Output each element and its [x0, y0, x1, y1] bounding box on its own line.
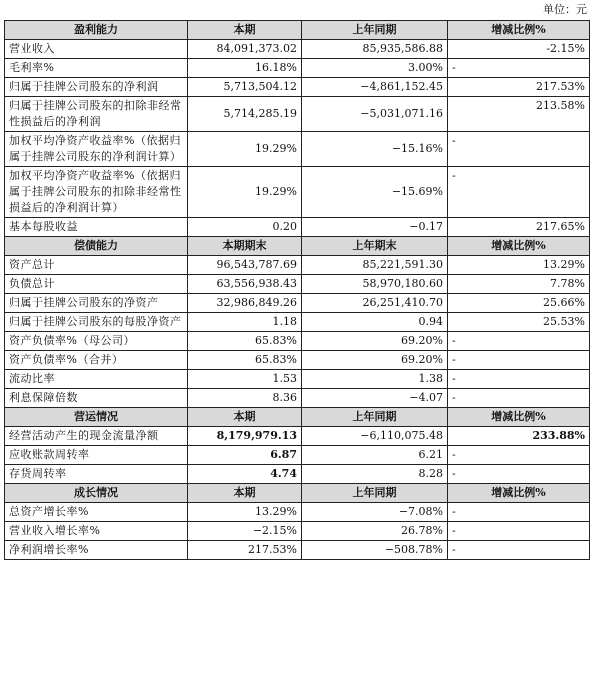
header-cell: 增减比例% [448, 21, 590, 40]
prior-value: 26,251,410.70 [302, 294, 448, 313]
current-value: 16.18% [188, 59, 302, 78]
current-value: 65.83% [188, 332, 302, 351]
section-header-operations [5, 408, 590, 427]
row-label: 存货周转率 [5, 465, 188, 484]
prior-value: −15.16% [302, 132, 448, 167]
table-row [5, 313, 590, 332]
change-ratio: 217.53% [448, 78, 590, 97]
section-header-solvency [5, 237, 590, 256]
change-ratio: - [448, 522, 590, 541]
table-row [5, 389, 590, 408]
prior-value: 58,970,180.60 [302, 275, 448, 294]
change-ratio: 217.65% [448, 218, 590, 237]
current-value: 84,091,373.02 [188, 40, 302, 59]
header-cell: 上年期末 [302, 237, 448, 256]
table-row [5, 78, 590, 97]
row-label: 归属于挂牌公司股东的扣除非经常性损益后的净利润 [5, 97, 188, 132]
header-cell: 本期期末 [188, 237, 302, 256]
prior-value: −6,110,075.48 [302, 427, 448, 446]
row-label: 利息保障倍数 [5, 389, 188, 408]
change-ratio: - [448, 446, 590, 465]
row-label: 流动比率 [5, 370, 188, 389]
prior-value: −15.69% [302, 167, 448, 218]
row-label: 资产负债率%（合并） [5, 351, 188, 370]
header-cell: 增减比例% [448, 484, 590, 503]
row-label: 归属于挂牌公司股东的净资产 [5, 294, 188, 313]
prior-value: 0.94 [302, 313, 448, 332]
current-value: 1.53 [188, 370, 302, 389]
prior-value: 85,221,591.30 [302, 256, 448, 275]
change-ratio: 13.29% [448, 256, 590, 275]
current-value: 13.29% [188, 503, 302, 522]
table-row [5, 218, 590, 237]
change-ratio: 25.66% [448, 294, 590, 313]
table-row [5, 40, 590, 59]
header-cell: 上年同期 [302, 21, 448, 40]
row-label: 净利润增长率% [5, 541, 188, 560]
table-row [5, 465, 590, 484]
table-row [5, 97, 590, 132]
change-ratio: - [448, 59, 590, 78]
row-label: 经营活动产生的现金流量净额 [5, 427, 188, 446]
change-ratio: - [448, 332, 590, 351]
table-row [5, 59, 590, 78]
table-row [5, 294, 590, 313]
prior-value: −7.08% [302, 503, 448, 522]
change-ratio: - [448, 167, 590, 218]
header-cell: 上年同期 [302, 484, 448, 503]
header-cell: 增减比例% [448, 237, 590, 256]
change-ratio: - [448, 370, 590, 389]
prior-value: 6.21 [302, 446, 448, 465]
table-row [5, 446, 590, 465]
header-cell: 盈利能力 [5, 21, 188, 40]
prior-value: 69.20% [302, 332, 448, 351]
change-ratio: - [448, 389, 590, 408]
table-row [5, 503, 590, 522]
row-label: 归属于挂牌公司股东的净利润 [5, 78, 188, 97]
current-value: 96,543,787.69 [188, 256, 302, 275]
unit-label: 单位：元 [543, 3, 587, 16]
header-cell: 营运情况 [5, 408, 188, 427]
change-ratio: 7.78% [448, 275, 590, 294]
prior-value: −508.78% [302, 541, 448, 560]
change-ratio: - [448, 132, 590, 167]
change-ratio: 213.58% [448, 97, 590, 132]
header-cell: 偿债能力 [5, 237, 188, 256]
prior-value: 26.78% [302, 522, 448, 541]
row-label: 基本每股收益 [5, 218, 188, 237]
change-ratio: - [448, 465, 590, 484]
row-label: 资产总计 [5, 256, 188, 275]
change-ratio: - [448, 503, 590, 522]
row-label: 总资产增长率% [5, 503, 188, 522]
prior-value: 85,935,586.88 [302, 40, 448, 59]
table-row [5, 167, 590, 218]
header-cell: 本期 [188, 408, 302, 427]
row-label: 毛利率% [5, 59, 188, 78]
row-label: 营业收入增长率% [5, 522, 188, 541]
header-cell: 本期 [188, 21, 302, 40]
prior-value: 69.20% [302, 351, 448, 370]
table-row [5, 132, 590, 167]
current-value: 19.29% [188, 167, 302, 218]
current-value: 8.36 [188, 389, 302, 408]
current-value: 5,714,285.19 [188, 97, 302, 132]
section-header-profitability [5, 21, 590, 40]
prior-value: −4,861,152.45 [302, 78, 448, 97]
table-row [5, 256, 590, 275]
header-cell: 成长情况 [5, 484, 188, 503]
financial-indicators-table [4, 20, 590, 560]
prior-value: −4.07 [302, 389, 448, 408]
prior-value: −5,031,071.16 [302, 97, 448, 132]
current-value: 19.29% [188, 132, 302, 167]
row-label: 营业收入 [5, 40, 188, 59]
change-ratio: 25.53% [448, 313, 590, 332]
row-label: 加权平均净资产收益率%（依据归属于挂牌公司股东的净利润计算） [5, 132, 188, 167]
prior-value: 3.00% [302, 59, 448, 78]
header-cell: 上年同期 [302, 408, 448, 427]
table-row [5, 522, 590, 541]
table-row [5, 275, 590, 294]
change-ratio: - [448, 351, 590, 370]
table-row [5, 541, 590, 560]
row-label: 资产负债率%（母公司） [5, 332, 188, 351]
prior-value: −0.17 [302, 218, 448, 237]
current-value: 63,556,938.43 [188, 275, 302, 294]
header-cell: 增减比例% [448, 408, 590, 427]
row-label: 应收账款周转率 [5, 446, 188, 465]
row-label: 归属于挂牌公司股东的每股净资产 [5, 313, 188, 332]
current-value: 65.83% [188, 351, 302, 370]
row-label: 负债总计 [5, 275, 188, 294]
current-value: 32,986,849.26 [188, 294, 302, 313]
table-row [5, 370, 590, 389]
row-label: 加权平均净资产收益率%（依据归属于挂牌公司股东的扣除非经常性损益后的净利润计算） [5, 167, 188, 218]
table-row [5, 427, 590, 446]
current-value: 4.74 [188, 465, 302, 484]
prior-value: 8.28 [302, 465, 448, 484]
table-row [5, 351, 590, 370]
section-header-growth [5, 484, 590, 503]
current-value: −2.15% [188, 522, 302, 541]
current-value: 5,713,504.12 [188, 78, 302, 97]
current-value: 1.18 [188, 313, 302, 332]
current-value: 6.87 [188, 446, 302, 465]
change-ratio: 233.88% [448, 427, 590, 446]
current-value: 8,179,979.13 [188, 427, 302, 446]
change-ratio: - [448, 541, 590, 560]
prior-value: 1.38 [302, 370, 448, 389]
table-row [5, 332, 590, 351]
current-value: 0.20 [188, 218, 302, 237]
header-cell: 本期 [188, 484, 302, 503]
current-value: 217.53% [188, 541, 302, 560]
change-ratio: -2.15% [448, 40, 590, 59]
